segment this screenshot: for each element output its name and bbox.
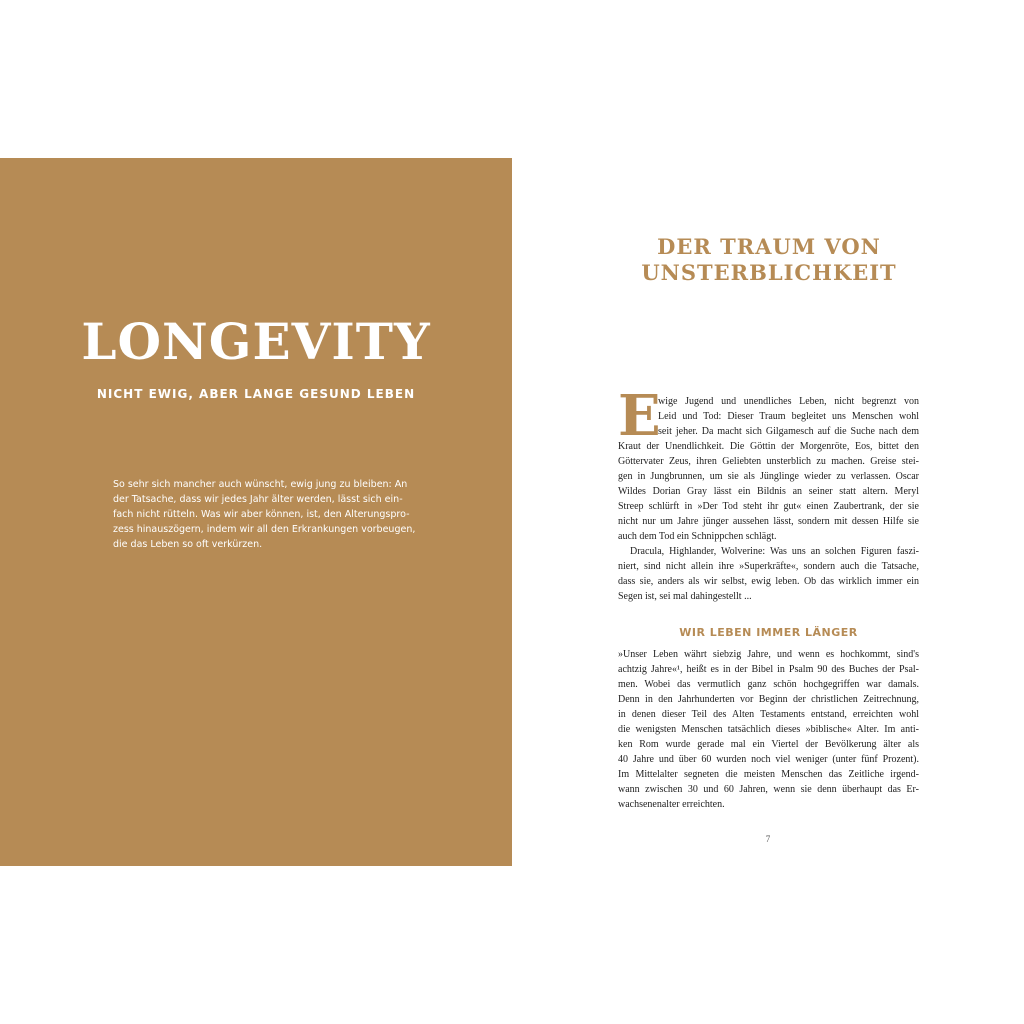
chapter-title-line: UNSTERBLICHKEIT (641, 260, 897, 285)
paragraph-line: wachsenenalter erreichten. (618, 799, 725, 810)
intro-line: fach nicht rütteln. Was wir aber können, ist, den Alterungspro- (113, 509, 410, 520)
paragraph-3 (618, 647, 919, 812)
paragraph-line: seit jeher. Da macht sich Gilgamesch auf die Suche nach dem (658, 426, 919, 437)
paragraph-line: nicht nur um Jahre jünger aussehen lässt, sondern mit dessen Hilfe sie (618, 516, 919, 527)
drop-cap: E (618, 383, 661, 449)
paragraph-line: gen in Jungbrunnen, um sie als Jünglinge wieder zu verlassen. Oscar (618, 471, 919, 482)
paragraph-line: in denen dieser Teil des Alten Testaments entstand, erreichten wohl (618, 709, 919, 720)
intro-line: So sehr sich mancher auch wünscht, ewig jung zu bleiben: An (113, 479, 408, 490)
paragraph-line: achtzig Jahre«¹, heißt es in der Bibel in Psalm 90 des Buches der Psal- (618, 664, 919, 675)
paragraph-line: Göttervater Zeus, ihren Geliebten unsterblich zu machen. Greise stei- (618, 456, 919, 467)
paragraph-line: ken Rom wurde gerade mal ein Viertel der Bevölkerung älter als (618, 739, 919, 750)
paragraph-line: Streep schlürft in »Der Tod steht ihr gut« einen Zaubertrank, der sie (618, 501, 919, 512)
paragraph-line: Dracula, Highlander, Wolverine: Was uns an solchen Figuren faszi- (630, 546, 919, 557)
paragraph-line: Denn in den Jahrhunderten vor Beginn der christlichen Zeitrechnung, (618, 694, 919, 705)
paragraph-line: niert, sind nicht allein ihre »Superkräfte«, sondern auch die Tatsache, (618, 561, 919, 572)
paragraph-line: Segen ist, sei mal dahingestellt ... (618, 591, 752, 602)
paragraph-line: die wenigsten Menschen tatsächlich dieses »biblische« Alter. Im anti- (618, 724, 919, 735)
intro-text (113, 477, 416, 552)
paragraph-line: wann zwischen 30 und 60 Jahren, wenn sie denn überhaupt das Er- (618, 784, 919, 795)
paragraph-line: Kraut der Unendlichkeit. Die Göttin der Morgenröte, Eos, bittet den (618, 441, 919, 452)
paragraph-1 (618, 394, 919, 604)
paragraph-line: wige Jugend und unendliches Leben, nicht begrenzt von (658, 396, 919, 407)
book-subtitle: NICHT EWIG, ABER LANGE GESUND LEBEN (96, 387, 416, 401)
paragraph-line: auch dem Tod ein Schnippchen schlägt. (618, 531, 777, 542)
book-title: LONGEVITY (81, 312, 431, 371)
paragraph-line: »Unser Leben währt siebzig Jahre, und wenn es hochkommt, sind's (618, 649, 919, 660)
chapter-title (618, 234, 920, 286)
intro-line: der Tatsache, dass wir jedes Jahr älter werden, lässt sich ein- (113, 494, 403, 505)
page-number: 7 (765, 834, 771, 844)
paragraph-line: 40 Jahre und über 60 wurden noch viel weniger (unter fünf Prozent). (618, 754, 919, 765)
paragraph-line: men. Wobei das vermutlich ganz schön hochgegriffen war damals. (618, 679, 919, 690)
paragraph-line: Im Mittelalter segneten die meisten Menschen das Zeitliche irgend- (618, 769, 919, 780)
paragraph-line: dass sie, anders als wir selbst, ewig leben. Ob das wirklich immer ein (618, 576, 919, 587)
chapter-title-line: DER TRAUM VON (657, 234, 881, 259)
section-heading: WIR LEBEN IMMER LÄNGER (679, 626, 858, 639)
intro-line: die das Leben so oft verkürzen. (113, 539, 263, 550)
paragraph-line: Leid und Tod: Dieser Traum begleitet uns Menschen wohl (658, 411, 919, 422)
intro-line: zess hinauszögern, indem wir all den Erkrankungen vorbeugen, (113, 524, 416, 535)
paragraph-line: Wildes Dorian Gray lässt ein Bildnis an seiner statt altern. Meryl (618, 486, 919, 497)
